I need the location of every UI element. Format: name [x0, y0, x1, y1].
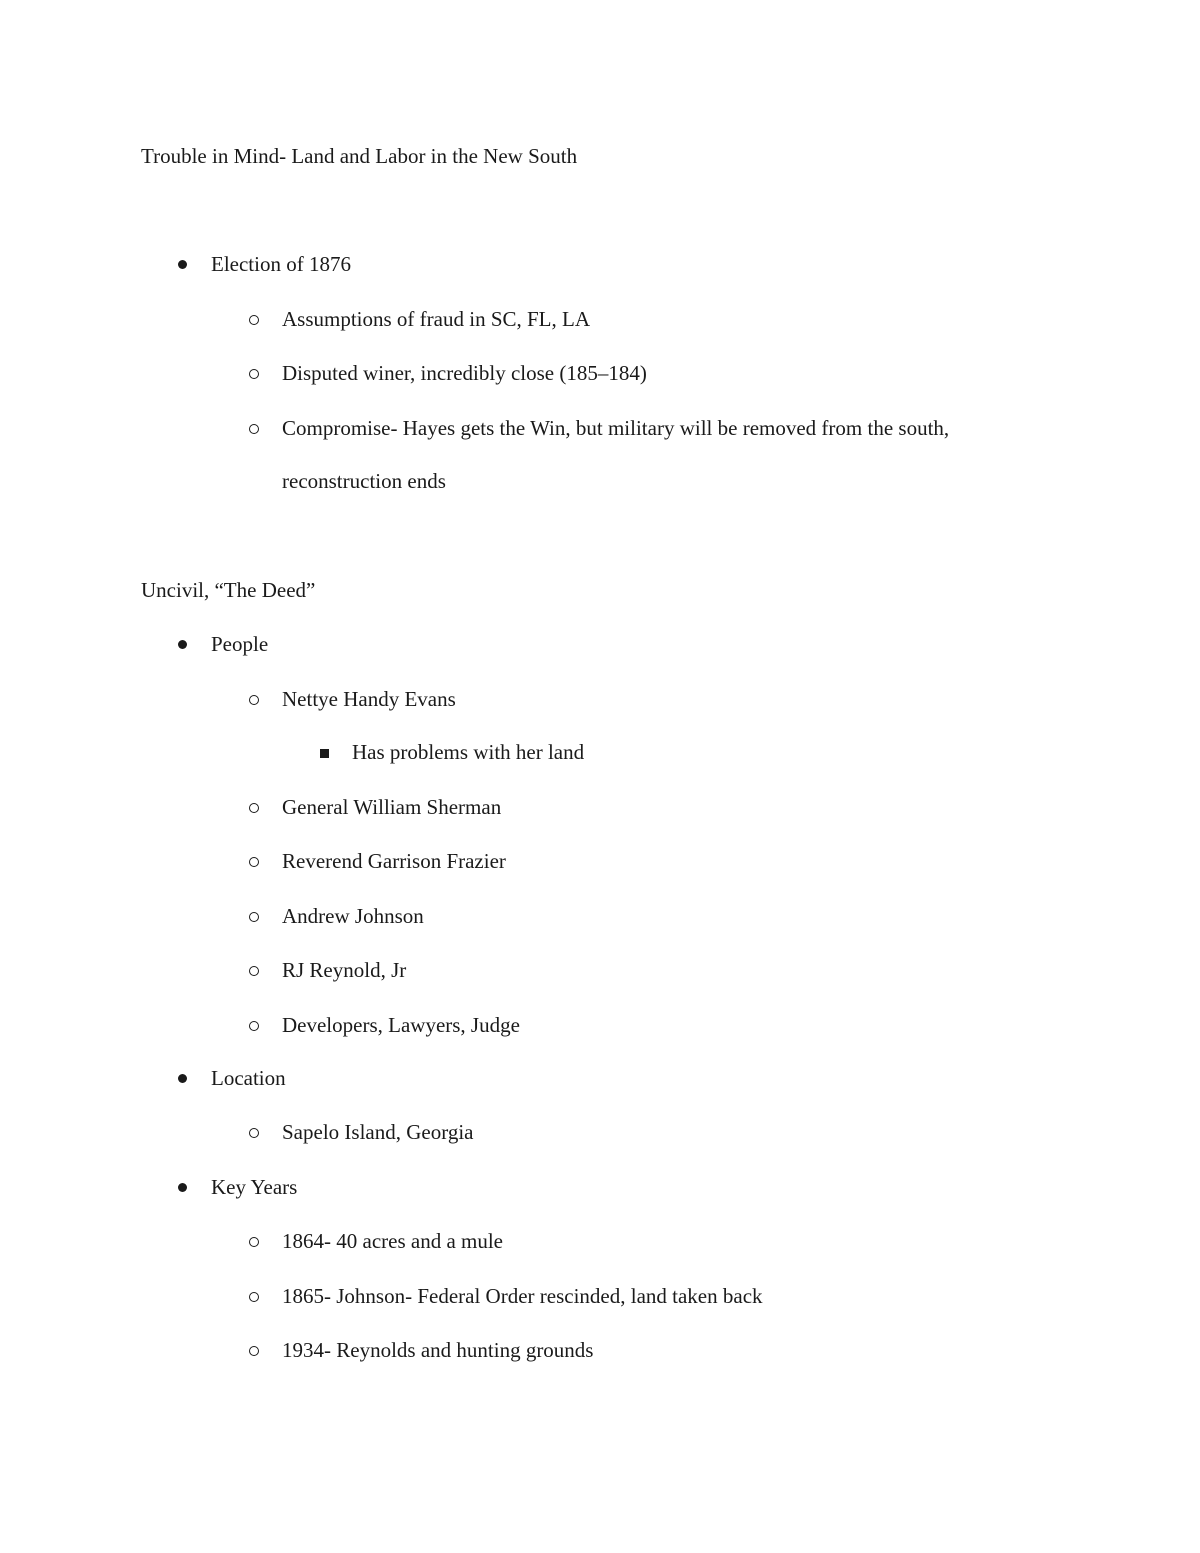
circle-bullet-icon [249, 1292, 259, 1302]
sub-item-sherman: General William Sherman [282, 795, 502, 819]
disc-bullet-icon [178, 1183, 187, 1192]
sub-item-fraud: Assumptions of fraud in SC, FL, LA [282, 307, 591, 331]
list-item-location: Location [211, 1066, 286, 1090]
document-title: Trouble in Mind- Land and Labor in the New South [141, 144, 578, 168]
circle-bullet-icon [249, 1128, 259, 1138]
sub-item-1864: 1864- 40 acres and a mule [282, 1229, 504, 1253]
circle-bullet-icon [249, 1021, 259, 1031]
sub-sub-item-land: Has problems with her land [352, 740, 585, 764]
sub-item-frazier: Reverend Garrison Frazier [282, 849, 506, 873]
list-item-people: People [211, 632, 269, 656]
circle-bullet-icon [249, 1237, 259, 1247]
sub-item-developers: Developers, Lawyers, Judge [282, 1013, 520, 1037]
sub-item-1934: 1934- Reynolds and hunting grounds [282, 1338, 594, 1362]
circle-bullet-icon [249, 424, 259, 434]
disc-bullet-icon [178, 260, 187, 269]
section-heading-uncivil: Uncivil, “The Deed” [141, 578, 316, 602]
sub-item-compromise-cont: reconstruction ends [282, 469, 446, 493]
sub-item-nettye: Nettye Handy Evans [282, 687, 456, 711]
list-item-key-years: Key Years [211, 1175, 298, 1199]
list-item-election: Election of 1876 [211, 252, 351, 276]
disc-bullet-icon [178, 1074, 187, 1083]
circle-bullet-icon [249, 1346, 259, 1356]
disc-bullet-icon [178, 640, 187, 649]
sub-item-disputed: Disputed winer, incredibly close (185–184) [282, 361, 647, 385]
circle-bullet-icon [249, 369, 259, 379]
sub-item-sapelo: Sapelo Island, Georgia [282, 1120, 474, 1144]
circle-bullet-icon [249, 803, 259, 813]
sub-item-1865: 1865- Johnson- Federal Order rescinded, land taken back [282, 1284, 763, 1308]
circle-bullet-icon [249, 857, 259, 867]
square-bullet-icon [320, 749, 329, 758]
circle-bullet-icon [249, 912, 259, 922]
circle-bullet-icon [249, 695, 259, 705]
circle-bullet-icon [249, 315, 259, 325]
sub-item-johnson: Andrew Johnson [282, 904, 424, 928]
sub-item-reynold: RJ Reynold, Jr [282, 958, 407, 982]
circle-bullet-icon [249, 966, 259, 976]
sub-item-compromise: Compromise- Hayes gets the Win, but military will be removed from the south, [282, 416, 950, 440]
